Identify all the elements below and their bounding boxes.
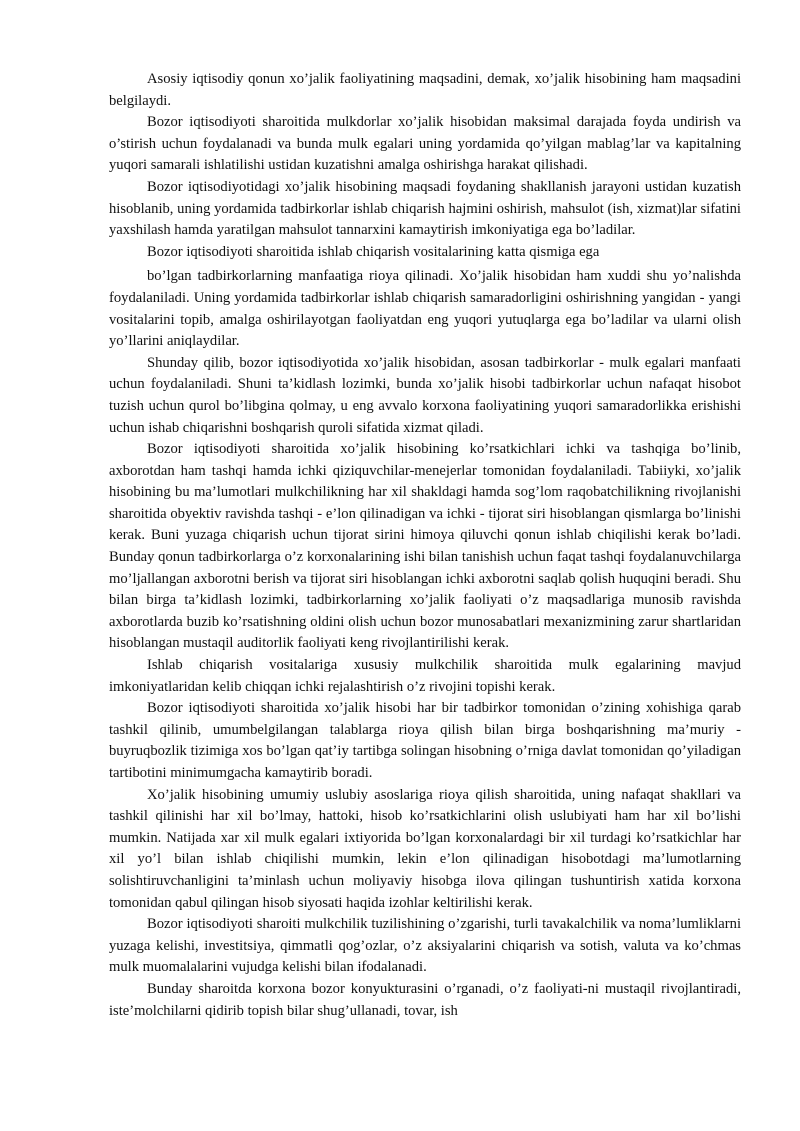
paragraph: bo’lgan tadbirkorlarning manfaatiga rioya qilinadi. Xo’jalik hisobidan ham xuddi shu yo’nalishda foydalaniladi. Uning yordamida tadbirkorlar ishlab chiqarish samaradorligini oshirishning yangidan - yangi vositalarini topib, amalga oshirilayotgan faoliyatdan eng yuqori yutuqlarga ega bo’ladilar va ularni olish yo’llarini aniqlaydilar. bbox=[109, 268, 741, 350]
paragraph: Asosiy iqtisodiy qonun xo’jalik faoliyatining maqsadini, demak, xo’jalik hisobining ham maqsadini belgilaydi. bbox=[109, 71, 741, 109]
paragraph: Shunday qilib, bozor iqtisodiyotida xo’jalik hisobidan, asosan tadbirkorlar - mulk egalari manfaati uchun foydalaniladi. Shuni ta’kidlash lozimki, bunda xo’jalik hisobi tadbirkorlar uchun nafaqat hisobot tuzish uchun qurol bo’libgina qolmay, u eng avvalo korxona faoliyatining yuqori samaradorlikka erishishi uchun ishab chiqarishni boshqarish quroli sifatida xizmat qiladi. bbox=[109, 354, 741, 436]
paragraph: Bunday sharoitda korxona bozor konyukturasini o’rganadi, o’z faoliyati-ni mustaqil rivojlantiradi, iste’molchilarni qidirib topish bilar shug’ullanadi, tovar, ish bbox=[109, 980, 741, 1019]
paragraph: Xo’jalik hisobining umumiy uslubiy asoslariga rioya qilish sharoitida, uning nafaqat shakllari va tashkil qilinishi har xil bo’lmay, hattoki, hisob ko’rsatkichlarini olish uslubiyati ham har xil bo’lishi mumkin. Natijada xar xil mulk egalari ixtiyorida bo’lgan korxonalardagi bir xil turdagi ko’rsatkichlar har xil yo’l bilan ishlab chiqilishi mumkin, lekin e’lon qilinadigan hisobotdagi ma’lumotlarning solishtiruvchanligini ta’minlash uchun moliyaviy hisobga ilova qilingan tushuntirish xatida korxona tomonidan qabul qilingan hisob siyosati haqida izohlar keltirilishi kerak. bbox=[109, 786, 741, 911]
paragraph: Bozor iqtisodiyoti sharoiti mulkchilik tuzilishining o’zgarishi, turli tavakalchilik va noma’lumliklarni yuzaga kelishi, investitsiya, qimmatli qog’ozlar, o’z aksiyalarini chiqarish va sotish, valuta va ko’chmas mulk muomalalarini vujudga kelishi bilan ifodalanadi. bbox=[109, 916, 741, 976]
paragraph: Bozor iqtisodiyoti sharoitida xo’jalik hisobining ko’rsatkichlari ichki va tashqiga bo’linib, axborotdan ham tashqi hamda ichki qiziquvchilar-menejerlar tomonidan foydalaniladi. Tabiiyki, xo’jalik hisobining bu ma’lumotlari mulkchilikning har xil shakldagi hamda sog’lom raqobatchilikning rivojlanishi sharoitida obyektiv ravishda tashqi - e’lon qilinadigan va ichki - tijorat siri hisoblangan qismlarga bo’linishi kerak. Buni yuzaga chiqarish uchun tijorat sirini himoya qiluvchi qonun ishlab chiqilishi kerak bo’ladi. Bunday qonun tadbirkorlarga o’z korxonalarining ishi bilan tanishish uchun faqat tashqi foydalanuvchilarga mo’ljallangan axborotni berish va tijorat siri hisoblangan ichki axborotni saqlab qolish huquqini beradi. Shu bilan birga ta’kidlash lozimki, tadbirkorlarning xo’jalik faoliyati o’z maqsadlariga munosib ravishda axborotlarda buzib ko’rsatishning oldini olish uchun bozor munosabatlari mexanizmining zarur shartlaridan hisoblangan mustaqil auditorlik faoliyati keng rivojlantirilishi kerak. bbox=[109, 441, 741, 652]
paragraph: Ishlab chiqarish vositalariga xususiy mulkchilik sharoitida mulk egalarining mavjud imkoniyatlaridan kelib chiqqan ichki rejalashtirish o’z rivojini topishi kerak. bbox=[109, 657, 741, 695]
paragraph: Bozor iqtisodiyoti sharoitida xo’jalik hisobi har bir tadbirkor tomonidan o’zining xohishiga qarab tashkil qilinib, umumbelgilangan talablarga rioya qilish bilan birga boshqarishning ma’muriy - buyruqbozlik tizimiga xos bo’lgan qat’iy tartibga solingan hisobning o’rniga davlat tomonidan qo’yiladigan tartibotini minimumgacha kamaytirib boradi. bbox=[109, 700, 741, 781]
paragraph: Bozor iqtisodiyoti sharoitida mulkdorlar xo’jalik hisobidan maksimal darajada foyda undirish va o’stirish uchun foydalanadi va bunda mulk egalari uning yordamida qo’yilgan mablag’lar va kapitalning yuqori samarali ishlatilishi ustidan kuzatishni amalga oshirishga harakat qilishadi. bbox=[109, 114, 741, 174]
paragraph: Bozor iqtisodiyotidagi xo’jalik hisobining maqsadi foydaning shakllanish jarayoni ustidan kuzatish hisoblanib, uning yordamida tadbirkorlar ishlab chiqarish hajmini oshirish, mahsulot (ish, xizmat)lar sifatini yaxshilash hamda yaratilgan mahsulot tannarxini kamaytirish imkoniyatiga ega bo’ladilar. bbox=[109, 178, 741, 239]
paragraph: Bozor iqtisodiyoti sharoitida ishlab chiqarish vositalarining katta qismiga ega bbox=[147, 243, 600, 260]
document-page bbox=[109, 69, 741, 1022]
